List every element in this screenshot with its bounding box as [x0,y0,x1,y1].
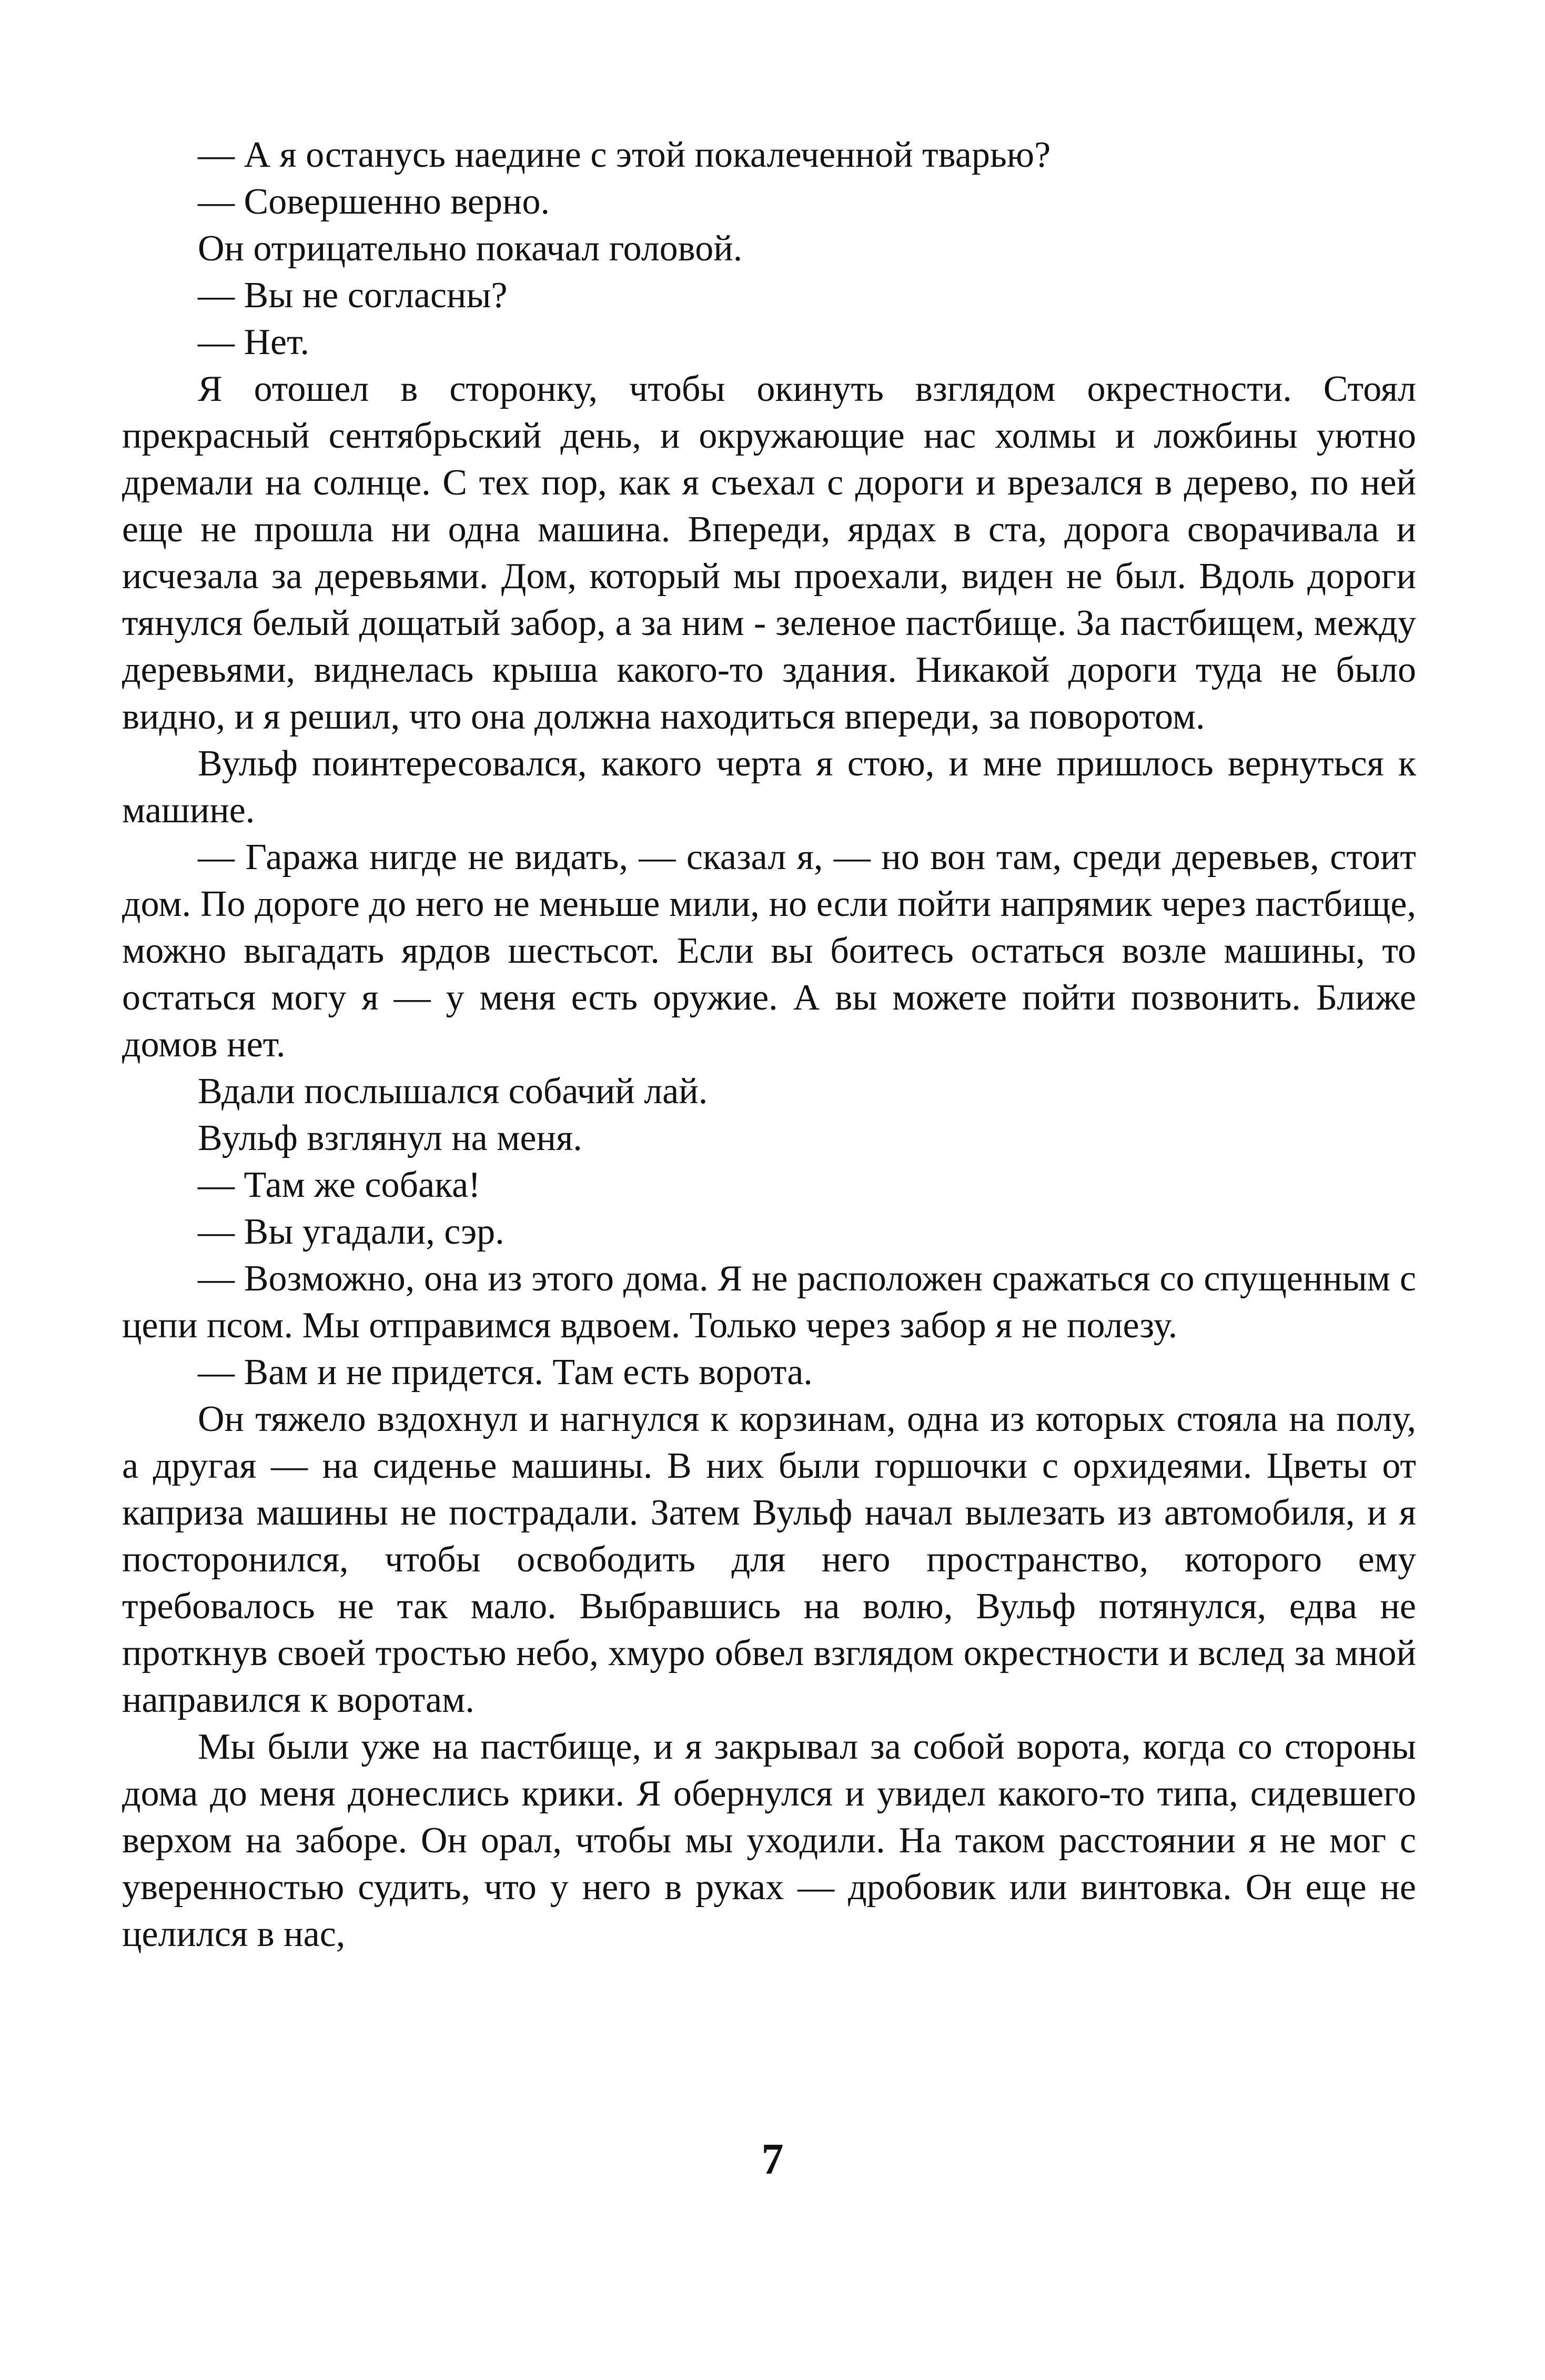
paragraph: Я отошел в сторонку, чтобы окинуть взглядом окрестности. Стоял прекрасный сентябрьский день, и окружающие нас холмы и ложбины уютно дремали на солнце. С тех пор, как я съехал с дороги и врезался в дерево, по ней еще не прошла ни одна машина. Впереди, ярдах в ста, дорога сворачивала и исчезала за деревьями. Дом, который мы проехали, виден не был. Вдоль дороги тянулся белый дощатый забор, а за ним - зеленое пастбище. За пастбищем, между деревьями, виднелась крыша какого-то здания. Никакой дороги туда не было видно, и я решил, что она должна находиться впереди, за поворотом. [122,369,1416,737]
paragraph: Вдали послышался собачий лай. [198,1071,708,1112]
paragraph: — Вы не согласны? [198,275,508,316]
paragraph: Мы были уже на пастбище, и я закрывал за собой ворота, когда со стороны дома до меня донеслись крики. Я обернулся и увидел какого-то типа, сидевшего верхом на заборе. Он орал, чтобы мы уходили. На таком расстоянии я не мог с уверенностью судить, что у него в руках — дробовик или винтовка. Он еще не целился в нас, [122,1727,1416,1954]
paragraph: — Возможно, она из этого дома. Я не расположен сражаться со спущенным с цепи псом. Мы отправимся вдвоем. Только через забор я не полезу. [122,1258,1416,1346]
paragraph: — Там же собака! [198,1165,481,1205]
paragraph: — Вам и не придется. Там есть ворота. [198,1352,813,1393]
paragraph: — Совершенно верно. [198,181,550,222]
paragraph: Он отрицательно покачал головой. [198,228,743,269]
body-text [122,132,1416,1958]
paragraph: — А я останусь наедине с этой покалеченной тварью? [198,135,1051,175]
paragraph: Вульф поинтересовался, какого черта я стою, и мне пришлось вернуться к машине. [122,743,1416,831]
paragraph: — Нет. [198,322,309,362]
paragraph: — Вы угадали, сэр. [198,1212,504,1252]
paragraph: Он тяжело вздохнул и нагнулся к корзинам, одна из которых стояла на полу, а другая — на сиденье машины. В них были горшочки с орхидеями. Цветы от каприза машины не пострадали. Затем Вульф начал вылезать из автомобиля, и я посторонился, чтобы освободить для него пространство, которого ему требовалось не так мало. Выбравшись на волю, Вульф потянулся, едва не проткнув своей тростью небо, хмуро обвел взглядом окрестности и вслед за мной направился к воротам. [122,1399,1416,1720]
paragraph: Вульф взглянул на меня. [198,1118,582,1158]
page-number: 7 [761,2135,784,2184]
paragraph: — Гаража нигде не видать, — сказал я, — но вон там, среди деревьев, стоит дом. По дороге до него не меньше мили, но если пойти напрямик через пастбище, можно выгадать ярдов шестьсот. Если вы боитесь остаться возле машины, то остаться могу я — у меня есть оружие. А вы можете пойти позвонить. Ближе домов нет. [122,837,1416,1065]
